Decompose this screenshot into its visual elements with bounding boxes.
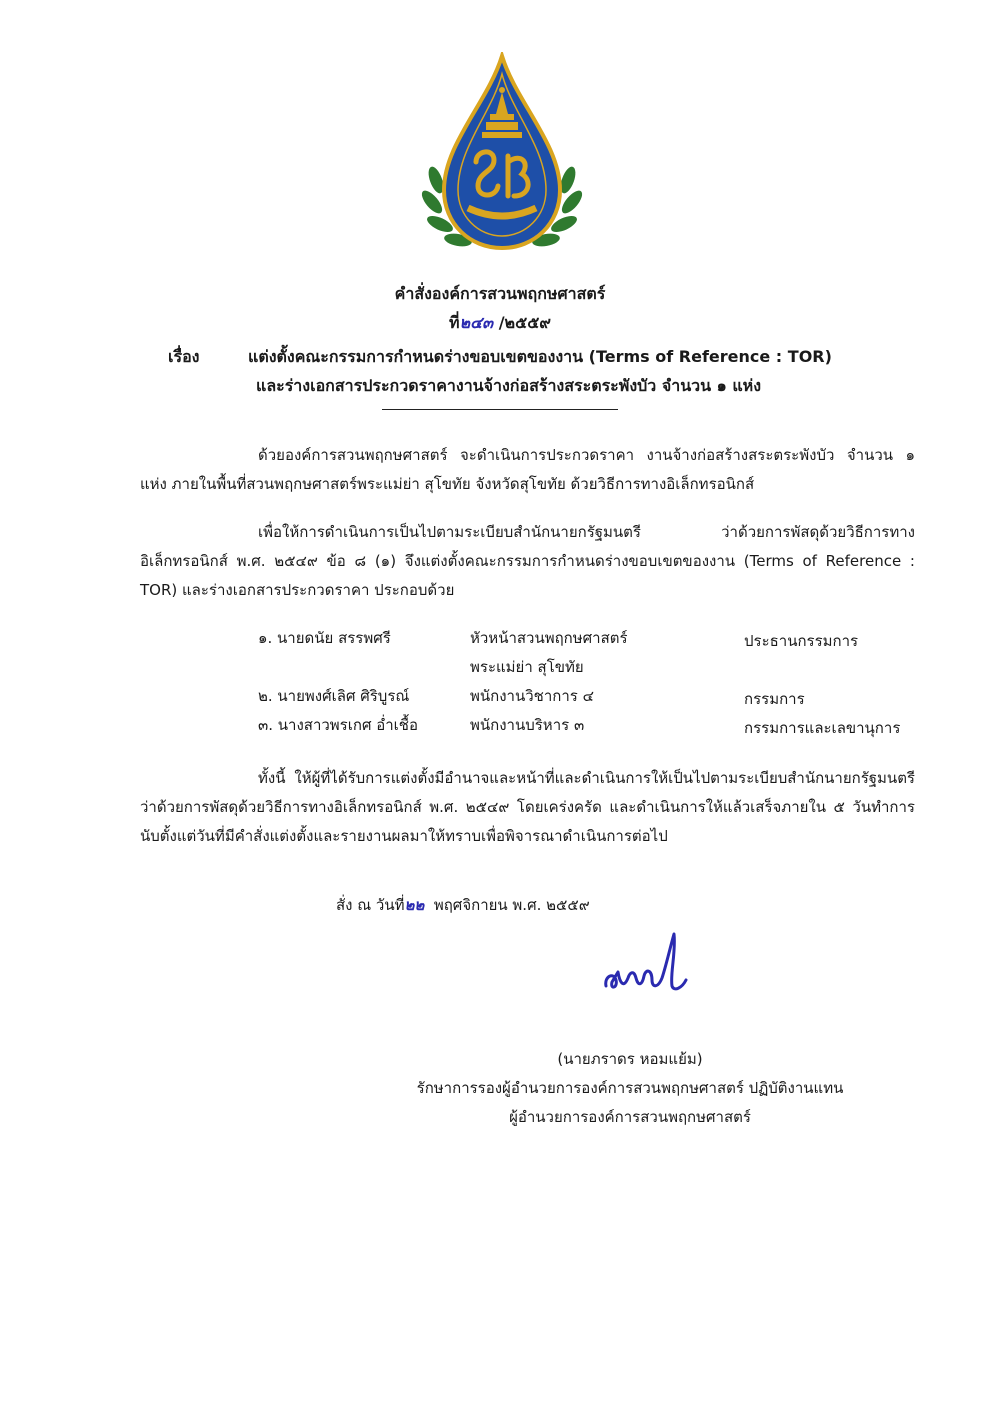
member-name: ๒. นายพงศ์เลิศ ศิริบูรณ์ [258,687,410,705]
paragraph-1 [140,441,915,499]
member-position: พนักงานวิชาการ ๔ [470,687,594,705]
subject-line-1: แต่งตั้งคณะกรรมการกำหนดร่างขอบเขตของงาน (Terms of Reference : TOR) [248,347,832,366]
subject-line-2: และร่างเอกสารประกวดราคางานจ้างก่อสร้างสระตระพังบัว จำนวน ๑ แห่ง [256,376,762,395]
subject-label: เรื่อง [168,347,200,366]
paragraph-1-text: ด้วยองค์การสวนพฤกษศาสตร์ จะดำเนินการประกวดราคา งานจ้างก่อสร้างสระตระพังบัว จำนวน ๑ แห่ง ภายในพื้นที่สวนพฤกษศาสตร์พระแม่ย่า สุโขทัย จังหวัดสุโขทัย ด้วยวิธีการทางอิเล็กทรอนิกส์ [140,446,915,493]
order-day-handwritten: ๒๒ [404,896,425,914]
signer-name: (นายภราดร หอมแย้ม) [557,1050,703,1068]
committee-members-list [258,624,938,740]
order-date-line [336,893,590,917]
member-position-line-1: หัวหน้าสวนพฤกษศาสตร์ [470,629,628,647]
member-role: กรรมการ [744,690,805,708]
member-row [258,624,938,682]
signer-title-line-1: รักษาการรองผู้อำนวยการองค์การสวนพฤกษศาสตร์ ปฏิบัติงานแทน [416,1079,844,1097]
member-name: ๓. นางสาวพรเกศ อ่ำเชื้อ [258,716,418,734]
order-number [0,311,1000,336]
member-position-line-2: พระแม่ย่า สุโขทัย [470,658,584,676]
order-number-handwritten: ๒๔๓ [459,313,494,332]
divider-line [382,409,618,410]
order-date-prefix: สั่ง ณ วันที่ [336,896,405,914]
signature-icon [600,928,690,998]
paragraph-3-text: ทั้งนี้ ให้ผู้ที่ได้รับการแต่งตั้งมีอำนาจและหน้าที่และดำเนินการให้เป็นไปตามระเบียบสำนักนายกรัฐมนตรีว่าด้วยการพัสดุด้วยวิธีการทางอิเล็กทรอนิกส์ พ.ศ. ๒๕๔๙ โดยเคร่งครัด และดำเนินการให้แล้วเสร็จภายใน ๕ วันทำการ นับตั้งแต่วันที่มีคำสั่งแต่งตั้งและรายงานผลมาให้ทราบเพื่อพิจารณาดำเนินการต่อไป [140,769,915,845]
member-name: ๑. นายดนัย สรรพศรี [258,629,391,647]
paragraph-2-text: เพื่อให้การดำเนินการเป็นไปตามระเบียบสำนักนายกรัฐมนตรี ว่าด้วยการพัสดุด้วยวิธีการทางอิเล็กทรอนิกส์ พ.ศ. ๒๕๔๙ ข้อ ๘ (๑) จึงแต่งตั้งคณะกรรมการกำหนดร่างขอบเขตของงาน (Terms of Reference : TOR) และร่างเอกสารประกวดราคา ประกอบด้วย [140,523,915,599]
member-position [470,624,710,682]
order-number-suffix: /๒๕๕๙ [498,313,552,332]
member-row [258,711,938,740]
member-role: กรรมการและเลขานุการ [744,719,901,737]
paragraph-2 [140,518,915,605]
document-title: คำสั่งองค์การสวนพฤกษศาสตร์ [394,284,606,303]
order-number-prefix: ที่ [448,313,460,332]
signer-title-line-2: ผู้อำนวยการองค์การสวนพฤกษศาสตร์ [509,1108,751,1126]
member-row [258,682,938,711]
paragraph-3 [140,764,915,851]
order-month-year: พฤศจิกายน พ.ศ. ๒๕๕๙ [433,896,590,914]
subject-block [168,342,868,400]
botanical-garden-logo [418,52,586,258]
member-role: ประธานกรรมการ [744,632,859,650]
member-position: พนักงานบริหาร ๓ [470,716,585,734]
